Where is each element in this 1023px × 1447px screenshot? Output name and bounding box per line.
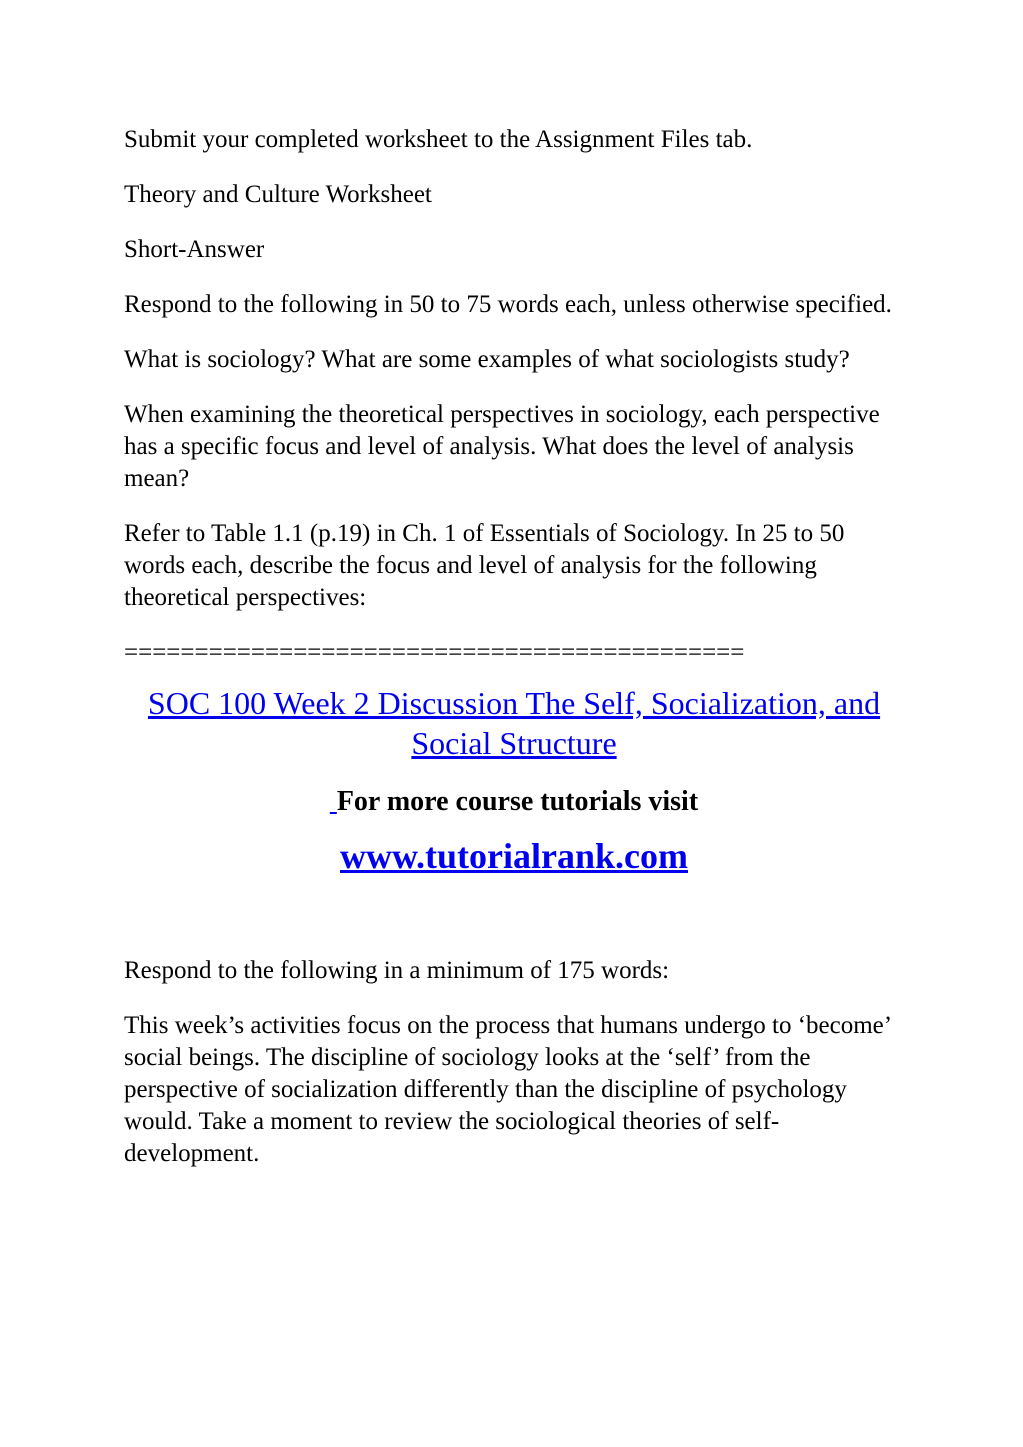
- question-sociology: What is sociology? What are some examples of what sociologists study?: [124, 346, 850, 373]
- instruction-submit: Submit your completed worksheet to the Assignment Files tab.: [124, 126, 753, 153]
- empty-link-stub[interactable]: [330, 786, 337, 817]
- section-label: Short-Answer: [124, 236, 265, 263]
- question-table-reference: Refer to Table 1.1 (p.19) in Ch. 1 of Essentials of Sociology. In 25 to 50 words each, describe the focus and level of analysis for the following theoretical perspectives:: [124, 520, 845, 611]
- tutorial-site-link[interactable]: www.tutorialrank.com: [340, 836, 688, 876]
- discussion-title-link[interactable]: SOC 100 Week 2 Discussion The Self, Socialization, and Social Structure: [147, 685, 881, 761]
- instruction-minimum-words: Respond to the following in a minimum of 175 words:: [124, 957, 670, 984]
- document-page: [124, 124, 904, 1193]
- worksheet-title: Theory and Culture Worksheet: [124, 181, 432, 208]
- separator-line: ============================================: [124, 639, 745, 666]
- instruction-word-count: Respond to the following in 50 to 75 words each, unless otherwise specified.: [124, 291, 892, 318]
- visit-text: For more course tutorials visit: [336, 786, 699, 817]
- question-level-of-analysis: When examining the theoretical perspectives in sociology, each perspective has a specific focus and level of analysis. What does the level of analysis mean?: [124, 401, 880, 492]
- prompt-self-development: This week’s activities focus on the process that humans undergo to ‘become’ social beings. The discipline of sociology looks at the ‘self’ from the perspective of socialization differently than the discipline of psychology would. Take a moment to review the sociological theories of self-development.: [124, 1012, 891, 1167]
- visit-line: [124, 785, 904, 819]
